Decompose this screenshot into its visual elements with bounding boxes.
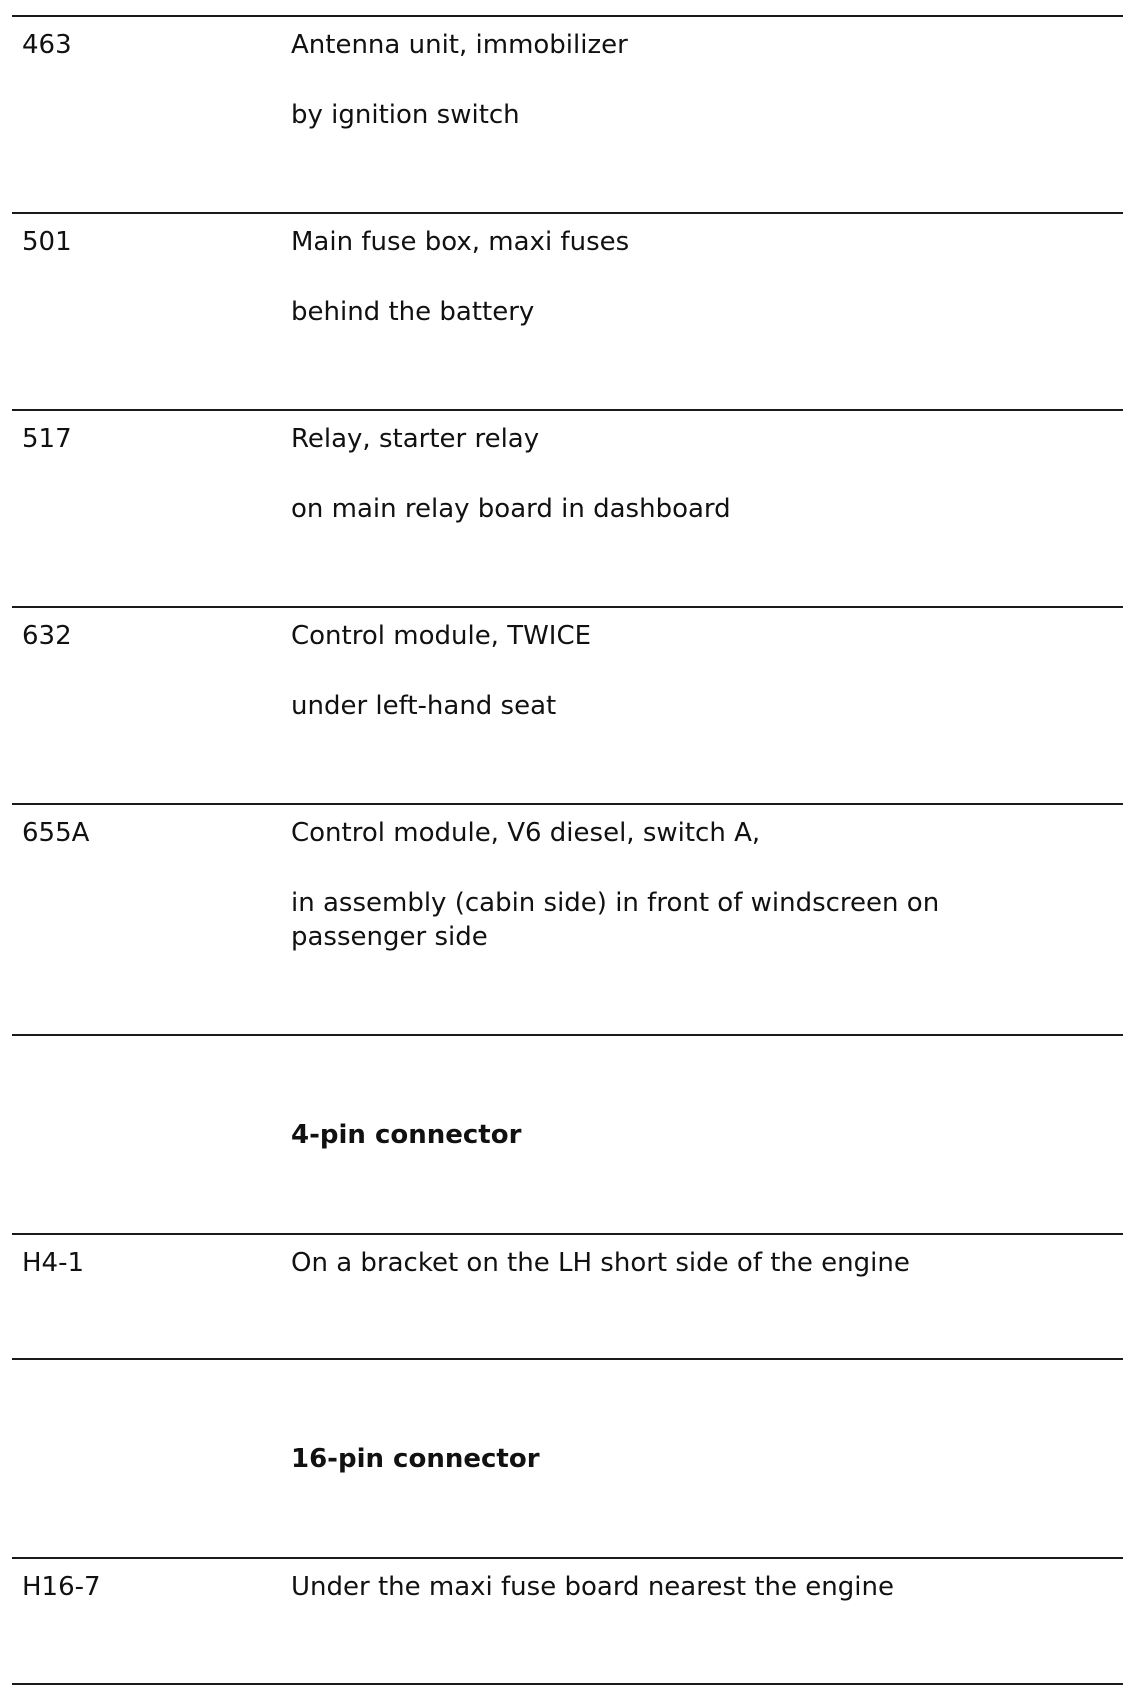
component-name: Relay, starter relay <box>291 424 540 454</box>
component-name: Control module, TWICE <box>291 621 592 651</box>
table-rule <box>12 1683 1123 1685</box>
connector-code: H4-1 <box>22 1248 85 1278</box>
component-location: on main relay board in dashboard <box>291 494 731 524</box>
section-heading: 16-pin connector <box>291 1444 540 1474</box>
table-rule <box>12 803 1123 805</box>
section-heading: 4-pin connector <box>291 1120 522 1150</box>
component-code: 463 <box>22 30 72 60</box>
connector-location: On a bracket on the LH short side of the engine <box>291 1248 910 1278</box>
component-location: under left-hand seat <box>291 691 557 721</box>
table-rule <box>12 1358 1123 1360</box>
component-location: in assembly (cabin side) in front of windscreen on passenger side <box>291 888 940 952</box>
component-name: Antenna unit, immobilizer <box>291 30 628 60</box>
component-location: by ignition switch <box>291 100 520 130</box>
component-code: 517 <box>22 424 72 454</box>
component-name: Control module, V6 diesel, switch A, <box>291 818 761 848</box>
component-code: 632 <box>22 621 72 651</box>
component-name: Main fuse box, maxi fuses <box>291 227 630 257</box>
component-code: 655A <box>22 818 90 848</box>
table-rule <box>12 1034 1123 1036</box>
component-code: 501 <box>22 227 72 257</box>
component-location: behind the battery <box>291 297 535 327</box>
table-rule <box>12 409 1123 411</box>
table-rule <box>12 15 1123 17</box>
table-rule <box>12 1233 1123 1235</box>
table-rule <box>12 212 1123 214</box>
connector-location: Under the maxi fuse board nearest the engine <box>291 1572 894 1602</box>
table-rule <box>12 606 1123 608</box>
table-rule <box>12 1557 1123 1559</box>
connector-code: H16-7 <box>22 1572 101 1602</box>
